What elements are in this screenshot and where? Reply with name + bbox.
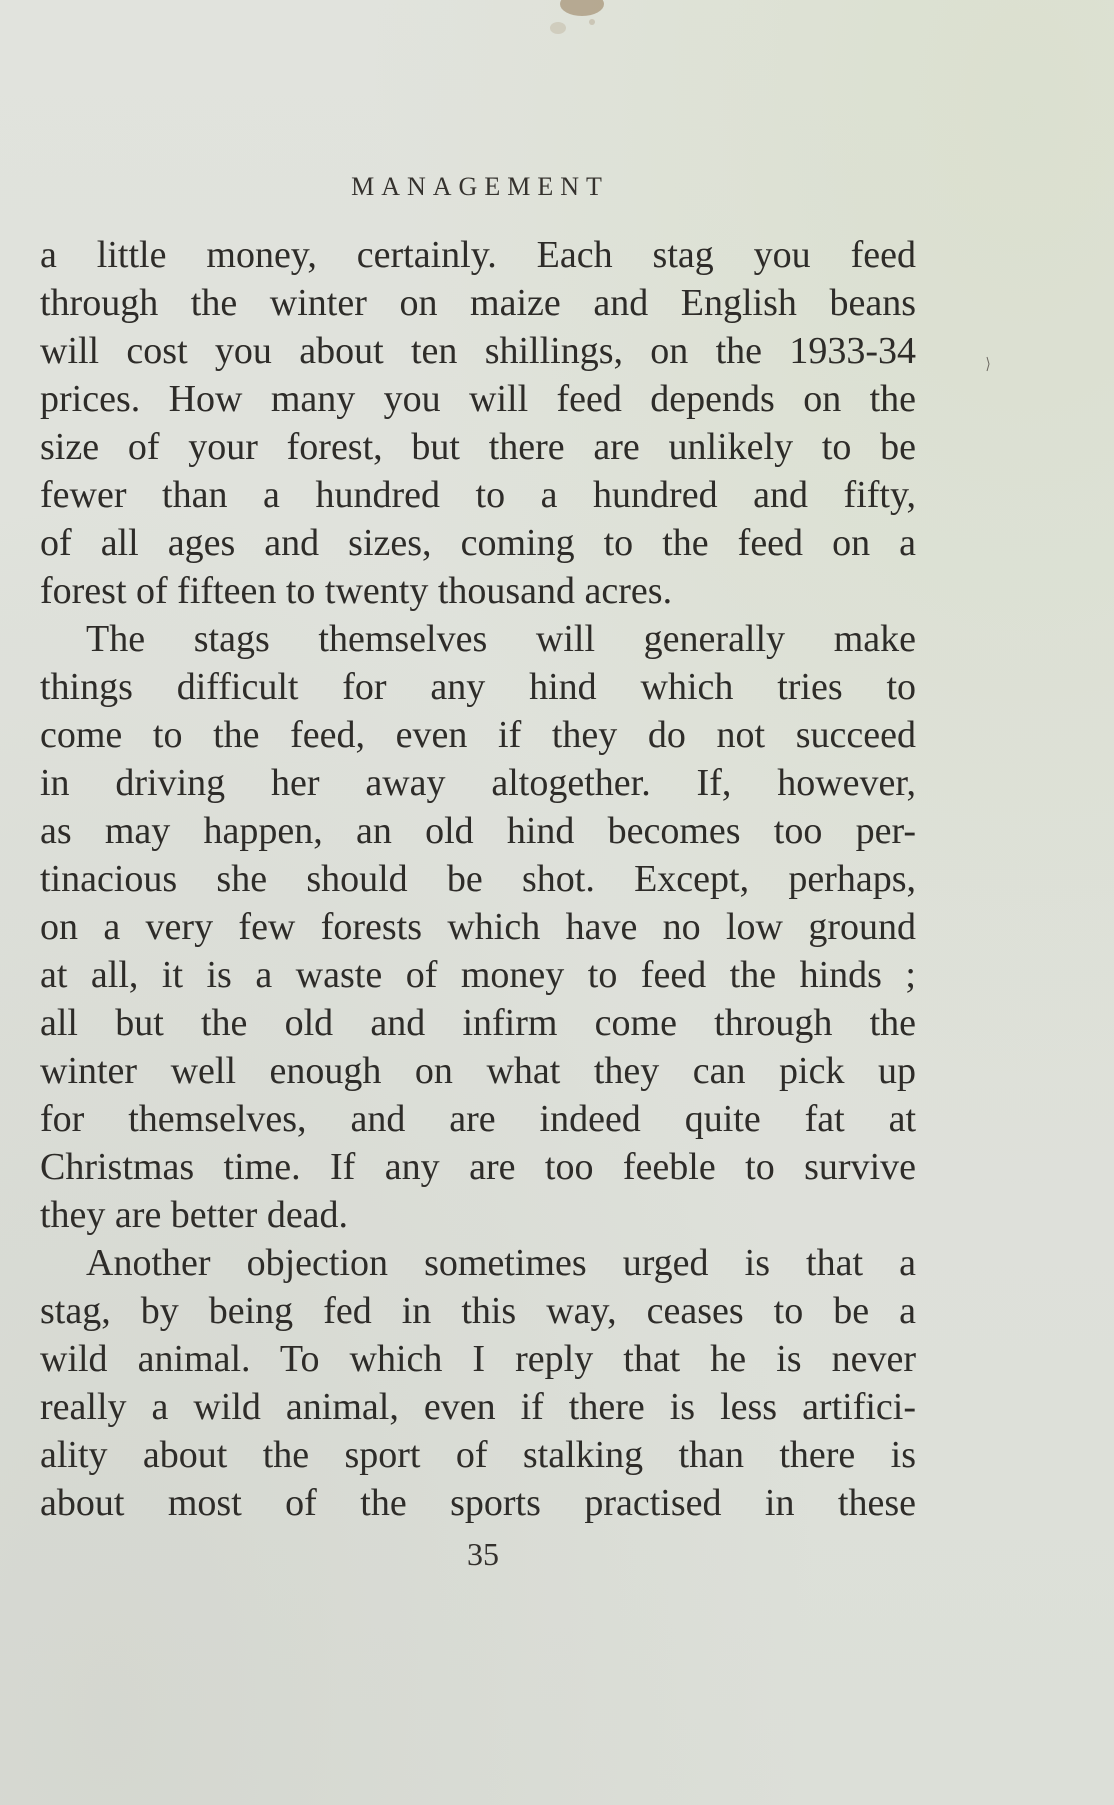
body-text (40, 231, 916, 1527)
text-line: winter well enough on what they can pick up (40, 1050, 916, 1092)
text-line: things difficult for any hind which tries to (40, 666, 916, 708)
text-line: in driving her away altogether. If, however, (40, 762, 916, 804)
text-line: come to the feed, even if they do not succeed (40, 714, 916, 756)
page-number: 35 (467, 1536, 499, 1572)
running-head: MANAGEMENT (351, 172, 609, 201)
text-line: tinacious she should be shot. Except, perhaps, (40, 858, 916, 900)
text-line: about most of the sports practised in these (40, 1482, 916, 1524)
text-line: Christmas time. If any are too feeble to survive (40, 1146, 916, 1188)
paragraph-first-line: The stags themselves will generally make (86, 618, 916, 660)
text-line: as may happen, an old hind becomes too per- (40, 810, 916, 852)
text-line: prices. How many you will feed depends on the (40, 378, 916, 420)
text-line: they are better dead. (40, 1194, 349, 1236)
text-line: for themselves, and are indeed quite fat at (40, 1098, 916, 1140)
text-line: through the winter on maize and English beans (40, 282, 916, 324)
text-line: fewer than a hundred to a hundred and fifty, (40, 474, 916, 516)
text-line: will cost you about ten shillings, on the 1933-34 (40, 330, 916, 372)
margin-mark (986, 356, 990, 372)
text-line: stag, by being fed in this way, ceases to be a (40, 1290, 916, 1332)
page-stain-decoration (540, 0, 610, 38)
text-line: all but the old and infirm come through the (40, 1002, 916, 1044)
paragraph-first-line: Another objection sometimes urged is that a (86, 1242, 916, 1284)
text-line: a little money, certainly. Each stag you feed (40, 234, 916, 276)
text-line: ality about the sport of stalking than there is (40, 1434, 916, 1476)
text-line: of all ages and sizes, coming to the feed on a (40, 522, 916, 564)
text-line: on a very few forests which have no low ground (40, 906, 916, 948)
text-line: forest of fifteen to twenty thousand acres. (40, 570, 673, 612)
text-line: at all, it is a waste of money to feed the hinds ; (40, 954, 916, 996)
text-line: wild animal. To which I reply that he is never (40, 1338, 916, 1380)
text-line: size of your forest, but there are unlikely to be (40, 426, 916, 468)
text-line: really a wild animal, even if there is less artifici- (40, 1386, 916, 1428)
